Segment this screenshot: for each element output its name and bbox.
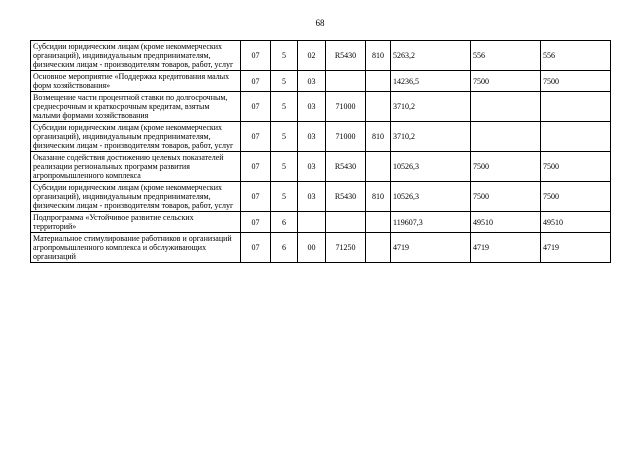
amount-year-1: 5263,2 [391,41,471,71]
table-row [31,233,611,263]
amount-year-3: 7500 [541,152,611,182]
amount-year-2: 7500 [471,152,541,182]
amount-year-2: 4719 [471,233,541,263]
subsection-code: 5 [271,71,298,92]
program-code [298,212,326,233]
amount-year-2 [471,122,541,152]
program-code: 02 [298,41,326,71]
row-name: Субсидии юридическим лицам (кроме некоммерческих организаций), индивидуальным предпринимателям, физическим лицам - производителям товаров, работ, услуг [31,122,241,152]
expense-type-code: 810 [366,122,391,152]
amount-year-2: 556 [471,41,541,71]
target-article-code: 71250 [326,233,366,263]
section-code: 07 [241,212,271,233]
program-code: 03 [298,152,326,182]
amount-year-3: 49510 [541,212,611,233]
amount-year-1: 119607,3 [391,212,471,233]
section-code: 07 [241,122,271,152]
table-row [31,212,611,233]
table-row [31,152,611,182]
table-row [31,41,611,71]
section-code: 07 [241,182,271,212]
subsection-code: 6 [271,212,298,233]
target-article-code: R5430 [326,41,366,71]
program-code: 00 [298,233,326,263]
table-row [31,92,611,122]
program-code: 03 [298,71,326,92]
target-article-code: 71000 [326,122,366,152]
amount-year-2: 7500 [471,71,541,92]
amount-year-1: 10526,3 [391,152,471,182]
amount-year-3: 556 [541,41,611,71]
amount-year-1: 4719 [391,233,471,263]
budget-table [30,40,611,263]
program-code: 03 [298,122,326,152]
subsection-code: 5 [271,182,298,212]
amount-year-2: 7500 [471,182,541,212]
subsection-code: 5 [271,152,298,182]
table-row [31,71,611,92]
section-code: 07 [241,152,271,182]
section-code: 07 [241,92,271,122]
amount-year-3: 4719 [541,233,611,263]
subsection-code: 5 [271,122,298,152]
amount-year-3 [541,122,611,152]
amount-year-1: 10526,3 [391,182,471,212]
expense-type-code [366,152,391,182]
expense-type-code: 810 [366,41,391,71]
row-name: Оказание содействия достижению целевых показателей реализации региональных программ развития агропромышленного комплекса [31,152,241,182]
row-name: Основное мероприятие «Поддержка кредитования малых форм хозяйствования» [31,71,241,92]
row-name: Субсидии юридическим лицам (кроме некоммерческих организаций), индивидуальным предпринимателям, физическим лицам - производителям товаров, работ, услуг [31,41,241,71]
section-code: 07 [241,41,271,71]
table-row [31,122,611,152]
amount-year-1: 3710,2 [391,122,471,152]
section-code: 07 [241,233,271,263]
expense-type-code [366,71,391,92]
table-row [31,182,611,212]
subsection-code: 5 [271,41,298,71]
section-code: 07 [241,71,271,92]
page-number: 68 [315,18,325,28]
row-name: Подпрограмма «Устойчивое развитие сельских территорий» [31,212,241,233]
row-name: Субсидии юридическим лицам (кроме некоммерческих организаций), индивидуальным предпринимателям, физическим лицам - производителям товаров, работ, услуг [31,182,241,212]
amount-year-3: 7500 [541,71,611,92]
row-name: Материальное стимулирование работников и организаций агропромышленного комплекса и обслуживающих организаций [31,233,241,263]
target-article-code: R5430 [326,182,366,212]
expense-type-code [366,233,391,263]
program-code: 03 [298,92,326,122]
target-article-code: 71000 [326,92,366,122]
amount-year-3: 7500 [541,182,611,212]
target-article-code: R5430 [326,152,366,182]
program-code: 03 [298,182,326,212]
subsection-code: 5 [271,92,298,122]
amount-year-3 [541,92,611,122]
expense-type-code [366,212,391,233]
expense-type-code [366,92,391,122]
amount-year-2: 49510 [471,212,541,233]
amount-year-1: 14236,5 [391,71,471,92]
subsection-code: 6 [271,233,298,263]
target-article-code [326,212,366,233]
target-article-code [326,71,366,92]
row-name: Возмещение части процентной ставки по долгосрочным, среднесрочным и краткосрочным кредитам, взятым малыми формами хозяйствования [31,92,241,122]
expense-type-code: 810 [366,182,391,212]
amount-year-2 [471,92,541,122]
amount-year-1: 3710,2 [391,92,471,122]
